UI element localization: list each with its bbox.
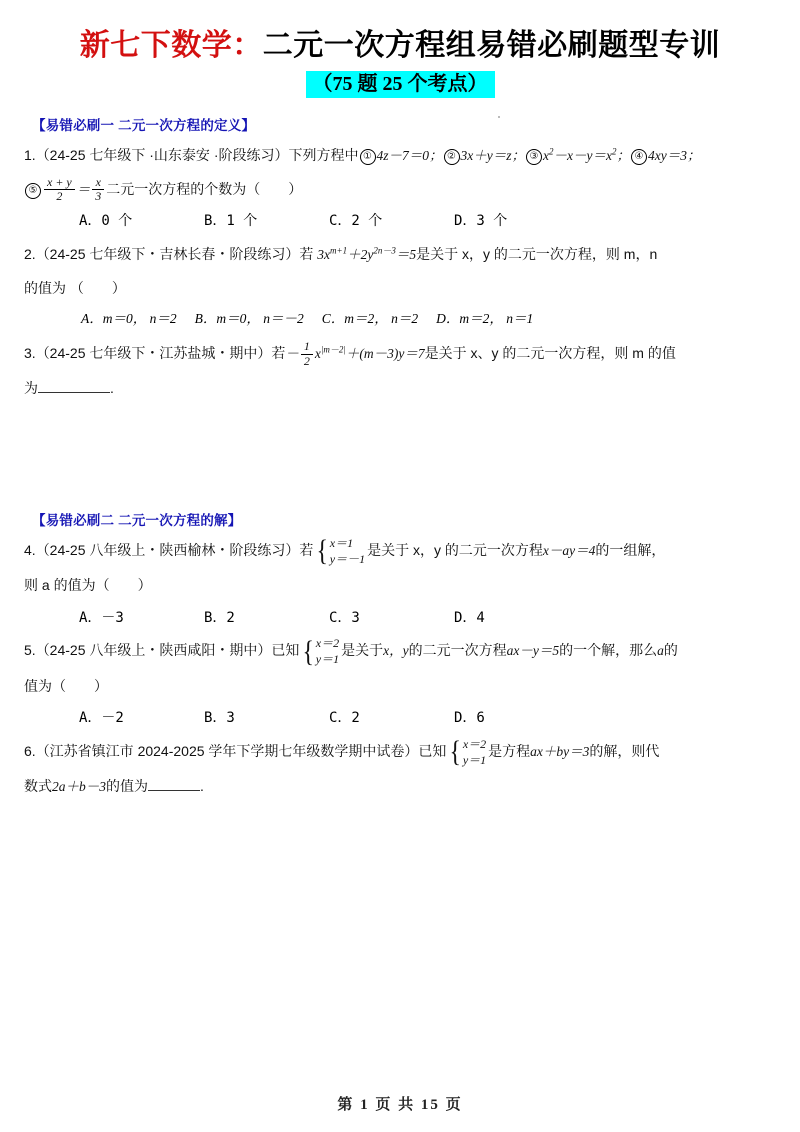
- question-2-number: 2.: [24, 245, 36, 262]
- question-6-mid-2: 的解，则代: [589, 742, 660, 759]
- question-2-options: [26, 304, 551, 335]
- sep-1: ；: [429, 147, 443, 163]
- question-4-system: [315, 533, 365, 567]
- fraction-left-numerator: x + y: [47, 174, 72, 189]
- document-title-block: [0, 0, 800, 98]
- question-6-system-row-2: y＝1: [462, 752, 487, 767]
- question-6-tail-lead: 数式: [24, 778, 52, 795]
- question-6-mid: 是方程: [488, 742, 531, 759]
- question-5-number: 5.: [24, 642, 36, 659]
- question-3-tail: 为: [24, 379, 38, 396]
- page-title: [0, 27, 800, 65]
- question-5-tail: 值为（ ）: [24, 677, 108, 694]
- fraction-left-denominator: 2: [44, 189, 75, 203]
- left-brace-icon: {: [302, 634, 315, 668]
- circled-number-5-icon: ⑤: [25, 183, 41, 199]
- question-2: [24, 237, 776, 306]
- question-1-stem: 下列方程中: [288, 146, 359, 163]
- question-2-option-a[interactable]: A．m＝0， n＝2: [81, 311, 177, 327]
- question-6-equation: ax＋by＝3: [530, 743, 590, 759]
- question-2-equation: $3x^{m+1}+2y^{2n-3}=5$: [317, 245, 417, 262]
- question-2-exp-1: m+1: [330, 245, 348, 256]
- question-2-exp-2: 2n－3: [373, 245, 396, 256]
- question-1-option-b[interactable]: B．1 个: [204, 213, 258, 230]
- question-1-item-3: ③ $x^2-x-y=x^2$；: [525, 148, 630, 163]
- question-4-system-row-1: x＝1: [329, 535, 354, 550]
- question-1-source: （24-25 七年级下 ·山东泰安 ·阶段练习）: [35, 146, 289, 163]
- document-content: [0, 114, 800, 804]
- question-1-tail: 二元一次方程的个数为（ ）: [106, 180, 303, 197]
- question-2-option-d[interactable]: D．m＝2， n＝1: [436, 311, 534, 327]
- circled-number-4-icon: ④: [631, 149, 647, 165]
- sep-4: ；: [687, 147, 701, 163]
- question-4-system-rows: [330, 535, 365, 567]
- question-6-system-rows: [463, 736, 486, 768]
- question-5-vars: x，y: [383, 643, 409, 659]
- question-5-option-b[interactable]: B．3: [204, 709, 235, 726]
- question-3-answer-blank[interactable]: [38, 379, 110, 393]
- question-4-options: [24, 603, 776, 634]
- section-header-2: 【易错必刷二 二元一次方程的解】: [32, 512, 242, 528]
- question-2-source: （24-25 七年级下・吉林长春・阶段练习）: [35, 245, 300, 262]
- question-3-exponent: |m－2|: [320, 344, 346, 355]
- question-1-item-2: ② 3x＋y＝z；: [443, 148, 526, 163]
- question-5-mid: 是关于: [341, 642, 384, 659]
- question-3-mid: 是关于 x、y 的二元一次方程，则 m 的值: [424, 345, 676, 362]
- question-5-system-row-1: x＝2: [315, 636, 340, 651]
- question-5-system-rows: [316, 635, 339, 667]
- question-3-period: .: [110, 379, 114, 396]
- question-2-lead: 若: [299, 245, 314, 262]
- question-5-mid-2: 的二元一次方程: [408, 642, 507, 659]
- fraction-left: [44, 176, 75, 204]
- question-5-option-a[interactable]: A．－2: [79, 709, 124, 726]
- question-4-source: （24-25 八年级上・陕西榆林・阶段练习）: [35, 541, 300, 558]
- question-1-option-c[interactable]: C．2 个: [329, 213, 383, 230]
- question-6-tail-mid: 的值为: [106, 778, 148, 795]
- question-5-system: [301, 634, 339, 668]
- question-3-line-2: [24, 371, 776, 405]
- question-6-lead: 已知: [418, 742, 447, 759]
- question-2-mid: 是关于 x，y 的二元一次方程，则 m，n: [416, 245, 658, 262]
- question-5: [24, 633, 776, 703]
- question-5-lead: 已知: [271, 642, 300, 659]
- question-5-options: [24, 703, 776, 734]
- sep-2: ；: [511, 147, 526, 163]
- title-main: 二元一次方程组易错必刷题型专训: [262, 29, 721, 62]
- question-4-mid-2: 的一组解，: [595, 541, 666, 558]
- question-5-line-1: [24, 633, 776, 668]
- question-1: [24, 138, 776, 207]
- question-6-line-2: [24, 769, 776, 803]
- question-4-equation: x－ay＝4: [542, 542, 596, 558]
- question-3-line-1: [24, 336, 776, 370]
- question-3: [24, 336, 776, 405]
- question-4-tail: 则 a 的值为（ ）: [24, 577, 152, 594]
- question-6-expression: 2a＋b－3: [52, 779, 106, 795]
- question-4-system-row-2: y＝－1: [329, 552, 366, 567]
- question-4-number: 4.: [24, 541, 36, 558]
- left-brace-icon: {: [449, 735, 462, 769]
- question-6: [24, 734, 776, 804]
- question-2-line-2: [24, 271, 776, 305]
- question-5-mid-3: 的一个解，那么: [559, 642, 658, 659]
- question-4-lead: 若: [299, 541, 314, 558]
- question-4-option-b[interactable]: B．2: [204, 609, 235, 626]
- subtitle-wrap: [0, 71, 800, 98]
- question-5-option-d[interactable]: D．6: [454, 709, 485, 726]
- question-4-option-c[interactable]: C．3: [329, 609, 360, 626]
- question-1-item-5: ⑤ $\frac{x + y}{2}$ ＝ $\frac{x}{3}$: [24, 182, 106, 197]
- question-3-number: 3.: [24, 345, 36, 362]
- fraction-one-half-numerator: 1: [303, 339, 310, 354]
- question-4-line-2: [24, 568, 776, 602]
- circled-number-1-icon: ①: [360, 149, 376, 165]
- question-5-mid-4: 的: [663, 642, 678, 659]
- question-5-equation: ax－y＝5: [506, 643, 560, 659]
- question-2-line-1: [24, 237, 776, 271]
- question-6-system-row-1: x＝2: [462, 736, 487, 751]
- question-4-option-a[interactable]: A．－3: [79, 609, 124, 626]
- question-5-option-c[interactable]: C．2: [329, 709, 360, 726]
- question-1-item-4: ④ 4xy＝3；: [630, 148, 700, 163]
- question-2-option-c[interactable]: C．m＝2， n＝2: [321, 311, 419, 327]
- section-header-1: 【易错必刷一 二元一次方程的定义】: [32, 117, 256, 133]
- question-1-line-1: [24, 138, 776, 172]
- question-2-option-b[interactable]: B．m＝0， n＝－2: [194, 311, 304, 327]
- question-1-option-a[interactable]: A．0 个: [79, 213, 133, 230]
- question-1-item-1: ① 4z－7＝0；: [359, 148, 443, 163]
- section-spacer: [24, 405, 776, 509]
- question-1-option-d[interactable]: D．3 个: [454, 213, 508, 230]
- question-4-mid: 是关于 x，y 的二元一次方程: [367, 541, 543, 558]
- question-5-system-row-2: y＝1: [315, 652, 340, 667]
- subtitle-badge: （75 题 25 个考点）: [306, 71, 495, 98]
- fraction-right-denominator: 3: [92, 189, 104, 203]
- question-6-line-1: [24, 734, 776, 769]
- fraction-one-half-denominator: 2: [301, 354, 313, 368]
- question-3-equation: － $\frac{1}{2}$ $x^{|m-2|}+(m-3)y=7$: [285, 339, 425, 368]
- question-4: [24, 533, 776, 603]
- title-prefix: 新七下数学：: [79, 29, 263, 62]
- fraction-right: [92, 176, 104, 204]
- question-5-var-a: a: [657, 643, 664, 659]
- question-6-period: .: [200, 778, 204, 795]
- fraction-one-half: [301, 340, 313, 368]
- circled-number-2-icon: ②: [444, 149, 460, 165]
- question-3-source: （24-25 七年级下・江苏盐城・期中）: [35, 345, 272, 362]
- left-brace-icon: {: [316, 534, 329, 568]
- question-4-line-1: [24, 533, 776, 568]
- page-footer: 第 1 页 共 15 页: [337, 1097, 463, 1113]
- question-4-option-d[interactable]: D．4: [454, 609, 485, 626]
- fraction-right-numerator: x: [95, 174, 101, 189]
- question-3-lead: 若: [271, 345, 286, 362]
- question-2-tail: 的值为 （ ）: [24, 280, 126, 297]
- question-5-line-2: [24, 669, 776, 703]
- question-1-options: [24, 206, 776, 237]
- circled-number-3-icon: ③: [526, 149, 542, 165]
- page-speck: [498, 116, 500, 118]
- question-1-line-2: [24, 172, 776, 206]
- question-6-source: （江苏省镇江市 2024-2025 学年下学期七年级数学期中试卷）: [35, 742, 419, 759]
- question-1-number: 1.: [24, 146, 36, 163]
- sep-3: ；: [616, 147, 631, 163]
- question-5-source: （24-25 八年级上・陕西咸阳・期中）: [35, 642, 272, 659]
- question-6-number: 6.: [24, 742, 36, 759]
- question-6-system: [448, 734, 486, 768]
- question-6-answer-blank[interactable]: [148, 777, 200, 791]
